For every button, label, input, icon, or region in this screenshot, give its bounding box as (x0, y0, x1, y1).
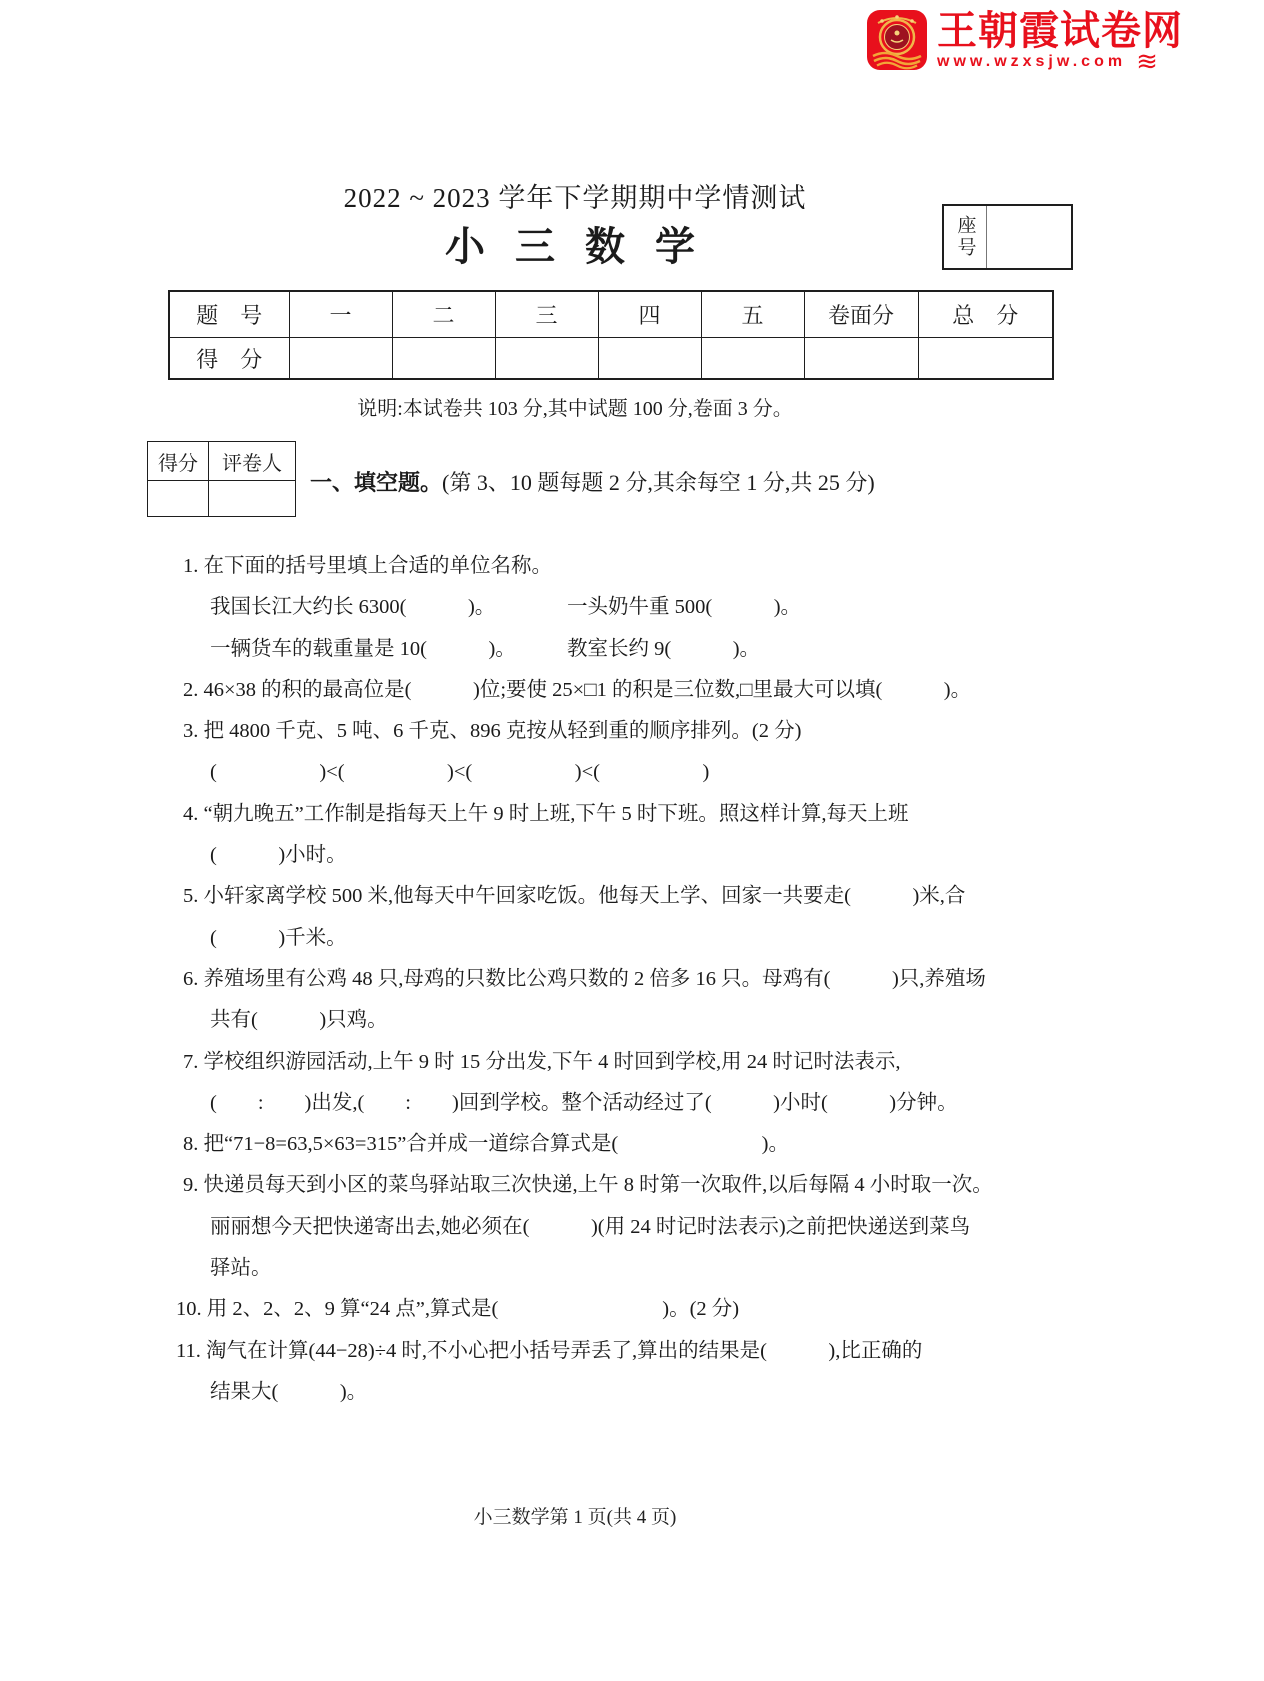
grader-box (147, 441, 296, 517)
question-1: 1. 在下面的括号里填上合适的单位名称。 (183, 555, 552, 577)
score-cell (289, 338, 392, 380)
section-one-title: 一、填空题。 (310, 470, 443, 495)
question-3: 3. 把 4800 千克、5 吨、6 千克、896 克按从轻到重的顺序排列。(2 分) (183, 720, 802, 743)
grader-score-label: 得分 (148, 442, 209, 481)
question-7-line-2: ( : )出发,( : )回到学校。整个活动经过了( )小时( )分钟。 (210, 1091, 958, 1114)
question-1-line-2: 我国长江大约长 6300( )。 一头奶牛重 500( )。 (210, 596, 802, 619)
col-presentation-score: 卷面分 (804, 291, 918, 338)
question-11: 11. 淘气在计算(44−28)÷4 时,不小心把小括号弄丢了,算出的结果是( ),比正确的 (176, 1339, 923, 1362)
question-9-line-3: 驿站。 (210, 1257, 272, 1280)
exam-session-title: 2022 ~ 2023 学年下学期期中学情测试 (343, 183, 807, 213)
question-4: 4. “朝九晚五”工作制是指每天上午 9 时上班,下午 5 时下班。照这样计算,每天上班 (183, 802, 909, 825)
fill-in-questions (176, 546, 1123, 1413)
site-logo (866, 9, 1183, 76)
question-5: 5. 小轩家离学校 500 米,他每天中午回家吃饭。他每天上学、回家一共要走( )米,合 (183, 885, 966, 908)
page-footer: 小三数学第 1 页(共 4 页) (473, 1507, 677, 1528)
score-summary-table (168, 290, 1054, 380)
question-9: 9. 快递员每天到小区的菜鸟驿站取三次快递,上午 8 时第一次取件,以后每隔 4 小时取一次。 (183, 1174, 993, 1197)
score-cell (392, 338, 495, 380)
paper-note: 说明:本试卷共 103 分,其中试题 100 分,卷面 3 分。 (357, 398, 793, 420)
score-cell (495, 338, 598, 380)
score-table-score-row (169, 338, 1053, 380)
seat-number-field (987, 206, 1071, 268)
question-6: 6. 养殖场里有公鸡 48 只,母鸡的只数比公鸡只数的 2 倍多 16 只。母鸡有( )只,养殖场 (183, 967, 986, 990)
score-cell (918, 338, 1053, 380)
question-2: 2. 46×38 的积的最高位是( )位;要使 25×□1 的积是三位数,□里最大可以填( )。 (183, 678, 972, 701)
question-10: 10. 用 2、2、2、9 算“24 点”,算式是( )。(2 分) (176, 1298, 740, 1321)
grader-box-header-row (148, 442, 296, 481)
grader-name-label: 评卷人 (209, 442, 296, 481)
question-5-line-2: ( )千米。 (210, 926, 347, 949)
section-one-heading (310, 466, 875, 497)
score-cell (701, 338, 804, 380)
site-logo-icon (866, 9, 928, 76)
score-cell (804, 338, 918, 380)
col-part-4: 四 (598, 291, 701, 338)
score-table-header-row (169, 291, 1053, 338)
question-7: 7. 学校组织游园活动,上午 9 时 15 分出发,下午 4 时回到学校,用 24 时记时法表示, (183, 1050, 901, 1073)
question-11-line-2: 结果大( )。 (210, 1380, 368, 1403)
seat-number-box (942, 204, 1073, 270)
question-4-line-2: ( )小时。 (210, 844, 347, 867)
paper-title: 小 三 数 学 (445, 224, 705, 269)
score-row-label: 得 分 (169, 338, 289, 380)
grader-score-cell (148, 481, 209, 517)
question-9-line-2: 丽丽想今天把快递寄出去,她必须在( )(用 24 时记时法表示)之前把快递送到菜鸟 (210, 1215, 971, 1238)
question-3-line-2: ( )<( )<( )<( ) (210, 761, 710, 784)
waves-icon: ≋ (1136, 47, 1158, 76)
question-1-line-3: 一辆货车的载重量是 10( )。 教室长约 9( )。 (210, 637, 761, 660)
grader-name-cell (209, 481, 296, 517)
score-cell (598, 338, 701, 380)
question-6-line-2: 共有( )只鸡。 (210, 1009, 388, 1032)
col-total-score: 总 分 (918, 291, 1053, 338)
site-name: 王朝霞试卷网 (937, 9, 1183, 53)
grader-box-value-row (148, 481, 296, 517)
col-part-2: 二 (392, 291, 495, 338)
col-part-1: 一 (289, 291, 392, 338)
col-part-3: 三 (495, 291, 598, 338)
section-one-points: (第 3、10 题每题 2 分,其余每空 1 分,共 25 分) (442, 470, 875, 495)
question-8: 8. 把“71−8=63,5×63=315”合并成一道综合算式是( )。 (183, 1133, 789, 1156)
col-question-number: 题 号 (169, 291, 289, 338)
seat-number-label: 座号 (944, 206, 987, 268)
site-url: www.wzxsjw.com (937, 53, 1127, 70)
col-part-5: 五 (701, 291, 804, 338)
